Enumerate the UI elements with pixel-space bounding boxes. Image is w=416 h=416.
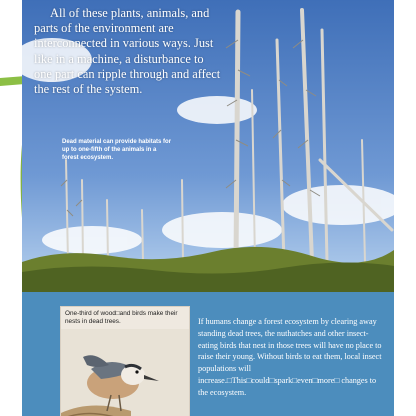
consequence-paragraph: If humans change a forest ecosystem by clearing away standing dead trees, the nuthatches and other insect-eating birds that nest in those trees will have no place to raise their young. Without birds to eat them, local insect populations will increase.□This□could□spark□even□more□ changes to the ecosystem. — [198, 317, 382, 397]
bird-caption: One-third of wood□and birds make their nests in dead trees. — [65, 310, 178, 325]
nuthatch-photo-card — [60, 306, 190, 416]
info-panel — [22, 292, 394, 416]
dead-forest-photo — [22, 0, 394, 292]
page — [22, 0, 394, 416]
nuthatch-bird-image — [61, 329, 189, 416]
main-paragraph: All of these plants, animals, and parts of the environment are interconnected in various ways. Just like in a machine, a disturbance to one part can ripple through and affect the rest of the system. — [34, 6, 221, 97]
photo-caption: Dead material can provide habitats for up to one-fifth of the animals in a forest ecosystem. — [62, 139, 172, 161]
